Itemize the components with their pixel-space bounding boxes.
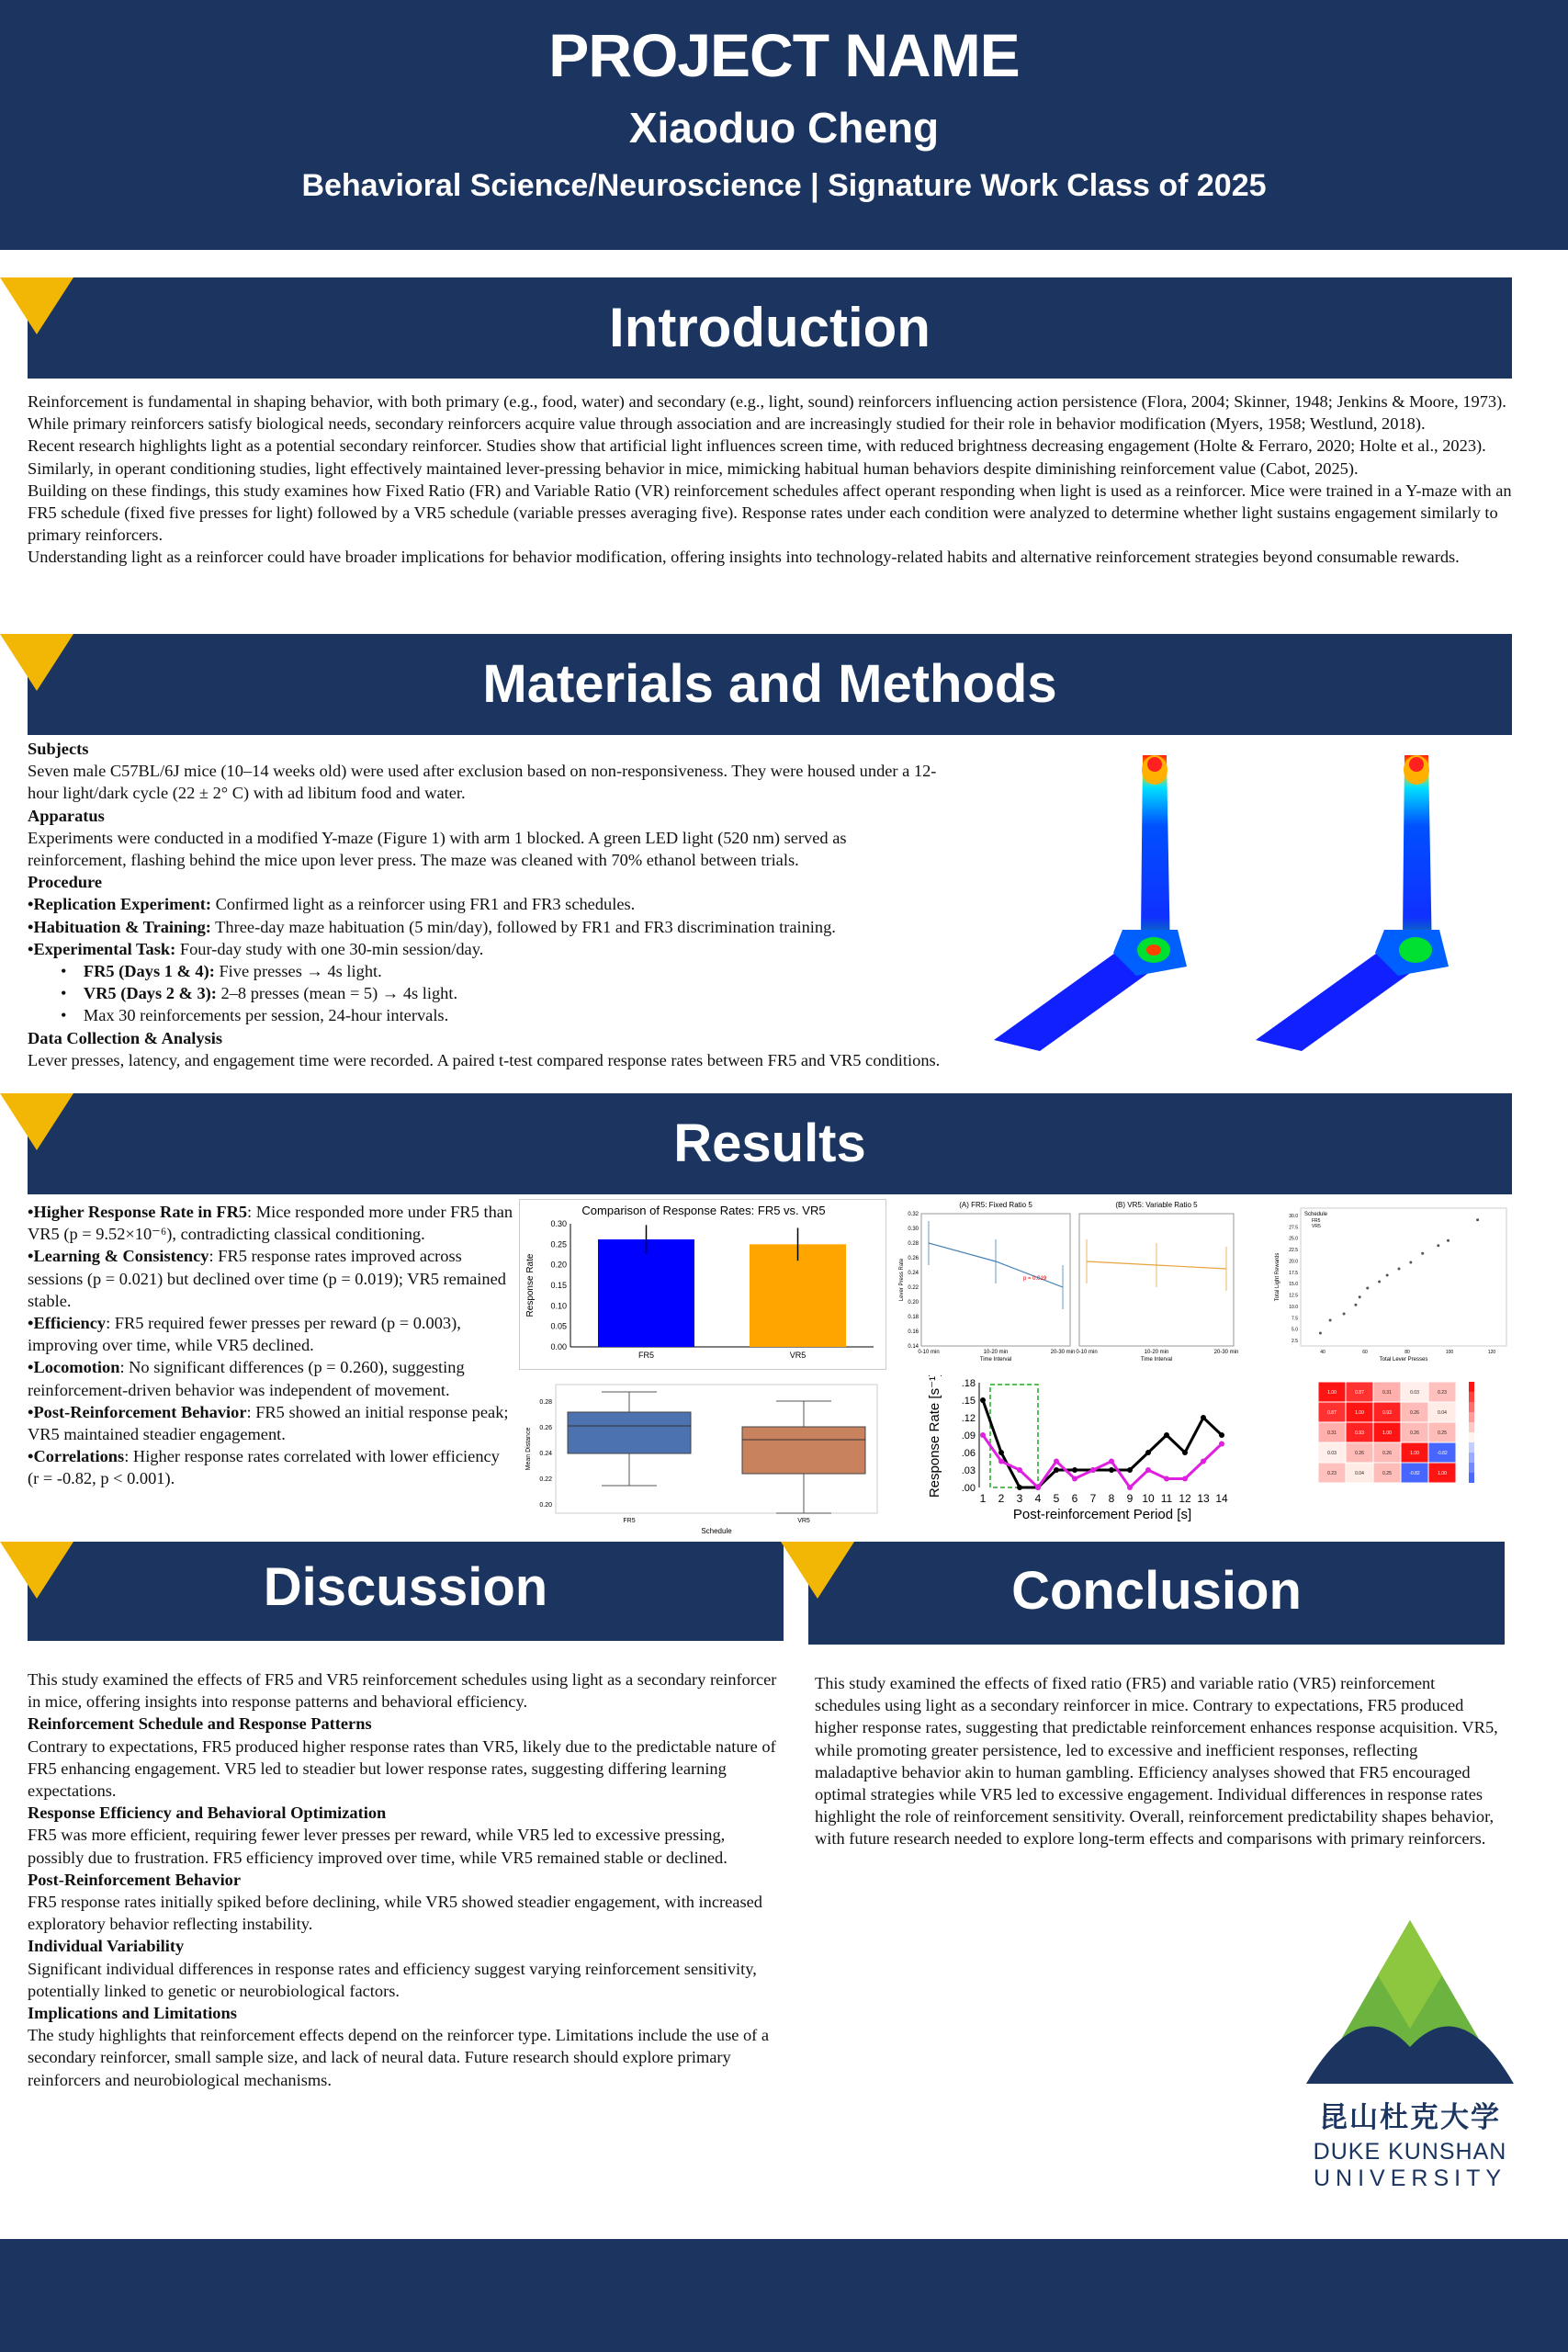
result-label: •Higher Response Rate in FR5 (28, 1203, 248, 1221)
result-label: •Correlations (28, 1447, 125, 1466)
data-point (1164, 1476, 1169, 1482)
cell-label: 0.31 (1327, 1430, 1337, 1436)
procedure-item-text: Four-day study with one 30-min session/day. (175, 939, 484, 958)
data-point (980, 1397, 986, 1403)
cell-label: 1.00 (1438, 1471, 1447, 1476)
correlation-heatmap (1268, 1373, 1512, 1531)
cell-label: 0.23 (1327, 1471, 1337, 1476)
logo-chinese: 昆山杜克大学 (1319, 2101, 1501, 2134)
x-axis-label: Total Lever Presses (1379, 1357, 1428, 1363)
result-text: : FR5 showed an initial response peak; VR5 maintained steadier engagement. (28, 1402, 509, 1444)
apparatus-heading: Apparatus (28, 806, 105, 825)
x-tick-label: 9 (1126, 1492, 1134, 1505)
subjects-heading: Subjects (28, 740, 89, 758)
x-tick-label: FR5 (637, 1351, 655, 1360)
series-line (983, 1400, 1222, 1487)
y-tick-label: .06 (961, 1448, 976, 1459)
cell-label: 0.26 (1410, 1410, 1419, 1416)
cell-label: 0.26 (1410, 1430, 1419, 1436)
discussion-subheading: Individual Variability (28, 1937, 185, 1956)
y-tick-label: 0.32 (908, 1212, 919, 1217)
procedure-heading: Procedure (28, 873, 103, 892)
cell-label: 0.03 (1410, 1390, 1419, 1396)
y-tick-label: 0.24 (908, 1271, 919, 1276)
x-axis-label: Time Interval (1140, 1357, 1173, 1363)
conclusion-paragraph: This study examined the effects of fixed ratio (FR5) and variable ratio (VR5) reinforcement schedules using light as a secondary reinforcer in mice. Contrary to expectations, FR5 produced higher response rates, suggesting that predictable reinforcement enhances response acquisition. VR5, while promoting greater persistence, led to excessive and inefficient responses, reflecting maladaptive behavior akin to human gambling. Efficiency analyses showed that FR5 encouraged optimal strategies while VR5 led to excessive engagement. Individual differences in response rates highlight the role of reinforcement sensitivity. Overall, reinforcement predictability shapes behavior, with future research needed to explore long-term effects and comparisons with primary reinforcers. (815, 1674, 1498, 1849)
y-tick-label: 0.16 (908, 1329, 919, 1335)
methods-heading: Materials and Methods (482, 654, 1057, 714)
scatter-point (1437, 1244, 1439, 1247)
y-tick-label: 0.30 (550, 1219, 567, 1228)
y-tick-label: 0.26 (539, 1425, 552, 1431)
ymaze-figure (976, 746, 1512, 1057)
accent-triangle (781, 1542, 854, 1599)
colorbar-segment (1469, 1432, 1474, 1442)
line-panels (896, 1199, 1240, 1370)
y-tick-label: 22.5 (1289, 1248, 1298, 1254)
dku-mountain-icon (1304, 1918, 1516, 2084)
line-panels-figure (896, 1199, 1240, 1370)
data-point (1035, 1485, 1041, 1490)
procedure-item-text: Confirmed light as a reinforcer using FR1 and FR3 schedules. (211, 895, 636, 914)
panel-title: (A) FR5: Fixed Ratio 5 (959, 1201, 1032, 1209)
y-tick-label: 0.18 (908, 1315, 919, 1320)
data-point (1072, 1467, 1077, 1473)
colorbar-segment (1469, 1463, 1474, 1473)
colorbar-segment (1469, 1382, 1474, 1392)
sub-item-text: Five presses → 4s light. (214, 962, 382, 981)
sub-item-label: VR5 (Days 2 & 3): (83, 984, 217, 1003)
x-tick-label: VR5 (789, 1351, 807, 1360)
cell-label: 0.25 (1382, 1471, 1392, 1476)
y-tick-label: .00 (961, 1483, 976, 1494)
discussion-subheading: Reinforcement Schedule and Response Patterns (28, 1714, 372, 1734)
result-text: : No significant differences (p = 0.260), suggesting reinforcement-driven behavior was independent of movement. (28, 1358, 465, 1399)
dku-logo (1304, 1918, 1516, 2203)
colorbar-segment (1469, 1442, 1474, 1453)
discussion-intro: This study examined the effects of FR5 and VR5 reinforcement schedules using light as a secondary reinforcer in mice, offering insights into response patterns and behavioral efficiency. (28, 1670, 777, 1712)
data-point (980, 1432, 986, 1438)
discussion-paragraph: Contrary to expectations, FR5 produced higher response rates than VR5, likely due to the predictable nature of FR5 enhancing engagement. VR5 led to steadier but lower response rates, suggesting differing learning expectations. (28, 1736, 776, 1801)
cell-label: 0.93 (1355, 1430, 1364, 1436)
result-text: : Higher response rates correlated with lower efficiency (r = -0.82, p < 0.001). (28, 1447, 500, 1488)
highlight-box (990, 1385, 1038, 1487)
x-tick-label: 40 (1320, 1350, 1325, 1355)
bar-chart-figure (519, 1199, 886, 1370)
results-heading: Results (673, 1114, 866, 1173)
procedure-item-label: •Replication Experiment: (28, 895, 212, 914)
x-tick-label: 10-20 min (1144, 1350, 1169, 1355)
procedure-item-text: Three-day maze habituation (5 min/day), followed by FR1 and FR3 discrimination training. (210, 917, 836, 936)
scatter-point (1366, 1287, 1369, 1290)
cell-label: 0.26 (1355, 1451, 1364, 1456)
data-point (1201, 1459, 1206, 1464)
discussion-text (28, 1668, 784, 2091)
x-tick-label: 10 (1142, 1492, 1155, 1505)
cell-label: 0.87 (1355, 1390, 1364, 1396)
y-tick-label: 0.15 (550, 1281, 567, 1290)
post-reinforcement-figure (919, 1375, 1231, 1532)
y-tick-label: 0.00 (550, 1342, 567, 1351)
intro-heading-bar (28, 277, 1512, 379)
y-axis-label: Lever Press Rate (899, 1258, 905, 1302)
cell-label: 1.00 (1382, 1430, 1392, 1436)
cell-label: 0.93 (1382, 1410, 1392, 1416)
result-label: •Efficiency (28, 1314, 107, 1333)
x-tick-label: 1 (979, 1492, 987, 1505)
data-point (1054, 1459, 1059, 1464)
data-point (1182, 1450, 1188, 1455)
y-tick-label: 30.0 (1289, 1214, 1298, 1219)
discussion-heading: Discussion (263, 1557, 548, 1617)
intro-paragraph: Understanding light as a reinforcer could have broader implications for behavior modification, offering insights into technology-related habits and alternative reinforcement strategies beyond consumable rewards. (28, 548, 1460, 567)
scatter-point (1409, 1261, 1412, 1264)
post-reinforcement-chart (919, 1375, 1231, 1532)
x-tick-label: VR5 (797, 1518, 810, 1524)
colorbar-segment (1469, 1422, 1474, 1432)
x-tick-label: 100 (1445, 1350, 1454, 1355)
y-tick-label: 0.22 (908, 1285, 919, 1291)
x-tick-label: 0-10 min (1076, 1350, 1098, 1355)
data-point (1017, 1467, 1022, 1473)
discussion-subheading: Implications and Limitations (28, 2004, 237, 2023)
methods-text: Subjects Seven male C57BL/6J mice (10–14 weeks old) were used after exclusion based on non-responsiveness. They were housed under a 12-hour light/dark cycle (22 ± 2° C) with ad libitum food and water. Apparatus Experiments were conducted in a modified Y-maze (Figure 1) with arm 1 blocked. A green LED light (520 nm) served as reinforcement, flashing behind the mice upon lever press. The maze was cleaned with 70% ethanol between trials. Procedure •Replication Experiment: Confirmed light as a reinforcer using FR1 and FR3 schedules. •Habituation & Training: Three-day maze habituation (5 min/day), followed by FR1 and FR3 discrimination training. •Experimental Task: Four-day study with one 30-min session/day. • FR5 (Days 1 & 4): Five presses → 4s light. • VR5 (Days 2 & 3): 2–8 presses (mean = 5) → 4s light. • Max 30 reinforcements per session, 24-hour intervals. Data Collection & Analysis Lever presses, latency, and engagement time were recorded. A paired t-test compared response rates between FR5 and VR5 conditions. (28, 738, 946, 1071)
data-point (1017, 1485, 1022, 1490)
poster-header (0, 0, 1568, 250)
y-axis-label: Response Rate (525, 1253, 536, 1317)
x-tick-label: 14 (1215, 1492, 1228, 1505)
x-tick-label: 0-10 min (918, 1350, 940, 1355)
accent-triangle (0, 634, 73, 691)
data-point (1145, 1450, 1151, 1455)
x-tick-label: 7 (1089, 1492, 1097, 1505)
y-tick-label: 0.28 (539, 1399, 552, 1406)
intro-heading: Introduction (609, 297, 931, 358)
x-tick-label: 5 (1053, 1492, 1060, 1505)
y-tick-label: 0.25 (550, 1239, 567, 1250)
y-axis-label: Mean Distance (525, 1427, 532, 1471)
discussion-paragraph: FR5 response rates initially spiked before declining, while VR5 showed steadier engagement, with increased exploratory behavior reflecting instability. (28, 1893, 762, 1934)
scatter-figure (1268, 1199, 1512, 1370)
sub-item-text: 2–8 presses (mean = 5) → 4s light. (216, 984, 458, 1003)
logo-line1: DUKE KUNSHAN (1313, 2139, 1507, 2165)
data-text: Lever presses, latency, and engagement time were recorded. A paired t-test compared response rates between FR5 and VR5 conditions. (28, 1050, 941, 1069)
cell-label: 1.00 (1410, 1451, 1419, 1456)
panel-title: (B) VR5: Variable Ratio 5 (1115, 1201, 1198, 1209)
y-tick-label: 0.30 (908, 1227, 919, 1232)
cell-label: 0.87 (1327, 1410, 1337, 1416)
cell-label: 0.31 (1382, 1390, 1392, 1396)
cell-label: 1.00 (1327, 1390, 1337, 1396)
discussion-paragraph: Significant individual differences in response rates and efficiency suggest varying reinforcement sensitivity, potentially linked to genetic or neurobiological factors. (28, 1959, 757, 2000)
x-tick-label: 120 (1487, 1350, 1496, 1355)
data-point (1127, 1485, 1133, 1490)
discussion-paragraph: The study highlights that reinforcement effects depend on the reinforcer type. Limitations include the use of a secondary reinforcer, small sample size, and lack of neural data. Future research should explore primary reinforcers and neurobiological mechanisms. (28, 2026, 770, 2089)
cell-label: 0.23 (1438, 1390, 1447, 1396)
y-tick-label: 20.0 (1289, 1259, 1298, 1265)
annotation: p = 0.019 (1023, 1276, 1047, 1282)
boxplot-figure (519, 1375, 886, 1539)
intro-paragraph: Recent research highlights light as a potential secondary reinforcer. Studies show that artificial light influences screen time, with reduced brightness decreasing engagement (Holte & Ferraro, 2020; Holte et al., 2023). Similarly, in operant conditioning studies, light effectively maintained lever-pressing behavior in mice, mimicking habitual human behaviors despite diminishing reinforcement value (Cabot, 2025). (28, 436, 1486, 478)
y-tick-label: 0.05 (550, 1321, 567, 1331)
result-text: : Mice responded more under FR5 than VR5 (p = 9.52×10⁻⁶), contradicting classical conditioning. (28, 1203, 513, 1244)
data-point (1109, 1467, 1114, 1473)
cell-label: 0.26 (1382, 1451, 1392, 1456)
x-axis-label: Time Interval (979, 1357, 1012, 1363)
legend-title: Schedule (1304, 1212, 1328, 1217)
x-axis-label: Post-reinforcement Period [s] (1012, 1507, 1192, 1522)
cell-label: -0.82 (1409, 1471, 1420, 1476)
discussion-subheading: Post-Reinforcement Behavior (28, 1870, 242, 1889)
bar (598, 1239, 694, 1347)
x-tick-label: 20-30 min (1213, 1350, 1239, 1355)
y-tick-label: 0.20 (908, 1300, 919, 1306)
bar-chart (520, 1200, 887, 1371)
scatter-point (1386, 1274, 1389, 1277)
accent-triangle (0, 1093, 73, 1150)
cell-label: 0.03 (1327, 1451, 1337, 1456)
scatter-point (1398, 1268, 1401, 1271)
scatter-point (1447, 1239, 1450, 1242)
x-tick-label: 3 (1016, 1492, 1023, 1505)
scatter-point (1329, 1319, 1332, 1322)
conclusion-heading: Conclusion (1011, 1561, 1302, 1621)
legend-entry: FR5 (1312, 1218, 1321, 1224)
data-point (1054, 1467, 1059, 1473)
y-tick-label: 27.5 (1289, 1225, 1298, 1231)
y-tick-label: 25.0 (1289, 1236, 1298, 1242)
intro-paragraph: Building on these findings, this study examines how Fixed Ratio (FR) and Variable Ratio (VR) reinforcement schedules affect operant responding when light is used as a reinforcer. Mice were trained in a Y-maze with an FR5 schedule (fixed five presses for light) followed by a VR5 schedule (variable presses averaging five). Response rates under each condition were analyzed to determine whether light sustains engagement similarly to primary reinforcers. (28, 481, 1512, 545)
data-point (1090, 1467, 1096, 1473)
discussion-heading-bar (28, 1542, 784, 1641)
scatter-chart (1268, 1199, 1512, 1370)
colorbar-segment (1469, 1412, 1474, 1422)
intro-text (28, 390, 1512, 569)
result-label: •Post-Reinforcement Behavior (28, 1402, 247, 1421)
accent-triangle (0, 277, 73, 334)
accent-triangle (0, 1542, 73, 1599)
x-tick-label: 6 (1071, 1492, 1078, 1505)
maze-right (1256, 755, 1449, 1051)
conclusion-text (815, 1672, 1504, 1850)
y-tick-label: 0.20 (539, 1502, 552, 1509)
y-tick-label: 7.5 (1292, 1316, 1298, 1322)
y-tick-label: 0.22 (539, 1476, 552, 1483)
y-axis-label: Total Light Rewards (1275, 1252, 1280, 1302)
colorbar-segment (1469, 1453, 1474, 1463)
cell-label: 0.04 (1355, 1471, 1364, 1476)
x-tick-label: 13 (1197, 1492, 1210, 1505)
y-tick-label: .03 (961, 1465, 976, 1476)
y-tick-label: 0.14 (908, 1344, 919, 1350)
cell-label: -0.82 (1437, 1451, 1448, 1456)
procedure-item-label: •Habituation & Training: (28, 917, 211, 936)
x-tick-label: FR5 (623, 1518, 636, 1524)
y-tick-label: .09 (961, 1430, 976, 1442)
subjects-text: Seven male C57BL/6J mice (10–14 weeks old) were used after exclusion based on non-responsiveness. They were housed under a 12-hour light/dark cycle (22 ± 2° C) with ad libitum food and water. (28, 762, 937, 803)
intro-paragraph: Reinforcement is fundamental in shaping behavior, with both primary (e.g., food, water) and secondary (e.g., light, sound) reinforcers influencing action persistence (Flora, 2004; Skinner, 1948; Jenkins & Moore, 1973). While primary reinforcers satisfy biological needs, secondary reinforcers acquire value through association and are increasingly studied for their role in behavior modification (Myers, 1958; Westlund, 2018). (28, 392, 1506, 434)
x-axis-label: Schedule (701, 1527, 732, 1535)
y-axis-label: Response Rate [s⁻¹] (927, 1375, 942, 1498)
data-point (1072, 1476, 1077, 1482)
scatter-point (1421, 1252, 1424, 1255)
scatter-point (1359, 1295, 1361, 1298)
y-tick-label: 2.5 (1292, 1339, 1298, 1344)
results-text (28, 1201, 514, 1490)
discussion-paragraph: FR5 was more efficient, requiring fewer lever presses per reward, while VR5 led to excessive pressing, possibly due to frustration. FR5 efficiency improved over time, while VR5 remained stable or declined. (28, 1826, 728, 1867)
data-point (998, 1459, 1004, 1464)
poster-footer (0, 2239, 1568, 2352)
x-tick-label: 12 (1179, 1492, 1191, 1505)
data-point (998, 1450, 1004, 1455)
x-tick-label: 4 (1034, 1492, 1042, 1505)
legend-entry: VR5 (1312, 1224, 1321, 1229)
cell-label: 0.04 (1438, 1410, 1447, 1416)
y-tick-label: 17.5 (1289, 1270, 1298, 1276)
y-tick-label: .18 (961, 1378, 976, 1389)
data-heading: Data Collection & Analysis (28, 1028, 223, 1047)
data-point (1145, 1467, 1151, 1473)
data-point (1182, 1476, 1188, 1482)
x-tick-label: 60 (1362, 1350, 1368, 1355)
poster-affiliation: Behavioral Science/Neuroscience | Signature Work Class of 2025 (301, 168, 1267, 203)
y-tick-label: 0.10 (550, 1301, 567, 1311)
result-text: : FR5 response rates improved across sessions (p = 0.021) but declined over time (p = 0.019); VR5 remained stable. (28, 1247, 506, 1310)
discussion-subheading: Response Efficiency and Behavioral Optimization (28, 1804, 387, 1823)
data-point (1109, 1459, 1114, 1464)
y-tick-label: .15 (961, 1396, 976, 1407)
box-plot (519, 1375, 886, 1539)
data-point (1219, 1442, 1224, 1447)
x-tick-label: 8 (1108, 1492, 1115, 1505)
box (742, 1427, 865, 1474)
apparatus-text: Experiments were conducted in a modified Y-maze (Figure 1) with arm 1 blocked. A green LED light (520 nm) served as reinforcement, flashing behind the mice upon lever press. The maze was cleaned with 70% ethanol between trials. (28, 828, 847, 870)
cell-label: 0.25 (1438, 1430, 1447, 1436)
scatter-point (1319, 1332, 1322, 1335)
result-label: •Learning & Consistency (28, 1247, 209, 1266)
y-tick-label: 12.5 (1289, 1293, 1298, 1299)
scatter-point (1343, 1313, 1346, 1316)
y-tick-label: 0.26 (908, 1256, 919, 1261)
data-point (1219, 1432, 1224, 1438)
box (568, 1412, 691, 1453)
poster-title: PROJECT NAME (548, 21, 1020, 89)
logo-line2: UNIVERSITY (1313, 2165, 1507, 2191)
x-tick-label: 80 (1404, 1350, 1410, 1355)
data-point (1201, 1415, 1206, 1420)
y-tick-label: 0.20 (550, 1260, 567, 1270)
y-tick-label: 0.28 (908, 1241, 919, 1247)
result-label: •Locomotion (28, 1358, 120, 1377)
x-tick-label: 10-20 min (983, 1350, 1009, 1355)
colorbar-segment (1469, 1473, 1474, 1483)
x-tick-label: 20-30 min (1050, 1350, 1076, 1355)
plot-frame (1301, 1208, 1506, 1346)
poster-author: Xiaoduo Cheng (628, 104, 940, 152)
data-point (1164, 1432, 1169, 1438)
scatter-point (1378, 1281, 1381, 1283)
x-tick-label: 2 (998, 1492, 1005, 1505)
sub-item-label: FR5 (Days 1 & 4): (83, 962, 215, 981)
procedure-item-label: •Experimental Task: (28, 939, 176, 958)
maze-left (994, 755, 1187, 1051)
sub-item-text: Max 30 reinforcements per session, 24-hour intervals. (83, 1006, 449, 1025)
cell-label: 1.00 (1355, 1410, 1364, 1416)
methods-heading-bar (28, 634, 1512, 735)
results-heading-bar (28, 1093, 1512, 1194)
heatmap-figure (1268, 1373, 1512, 1531)
scatter-point (1476, 1218, 1479, 1221)
ymaze-svg (976, 746, 1512, 1057)
result-text: : FR5 required fewer presses per reward (p = 0.003), improving over time, while VR5 declined. (28, 1314, 461, 1355)
scatter-point (1354, 1304, 1357, 1306)
chart-title: Comparison of Response Rates: FR5 vs. VR5 (581, 1204, 826, 1217)
colorbar-segment (1469, 1392, 1474, 1402)
colorbar-segment (1469, 1402, 1474, 1412)
x-tick-label: 11 (1160, 1492, 1173, 1505)
y-tick-label: 10.0 (1289, 1304, 1298, 1310)
data-point (1127, 1467, 1133, 1473)
y-tick-label: .12 (961, 1413, 976, 1424)
conclusion-heading-bar (808, 1542, 1505, 1645)
y-tick-label: 15.0 (1289, 1282, 1298, 1288)
y-tick-label: 0.24 (539, 1451, 552, 1457)
y-tick-label: 5.0 (1292, 1327, 1298, 1333)
